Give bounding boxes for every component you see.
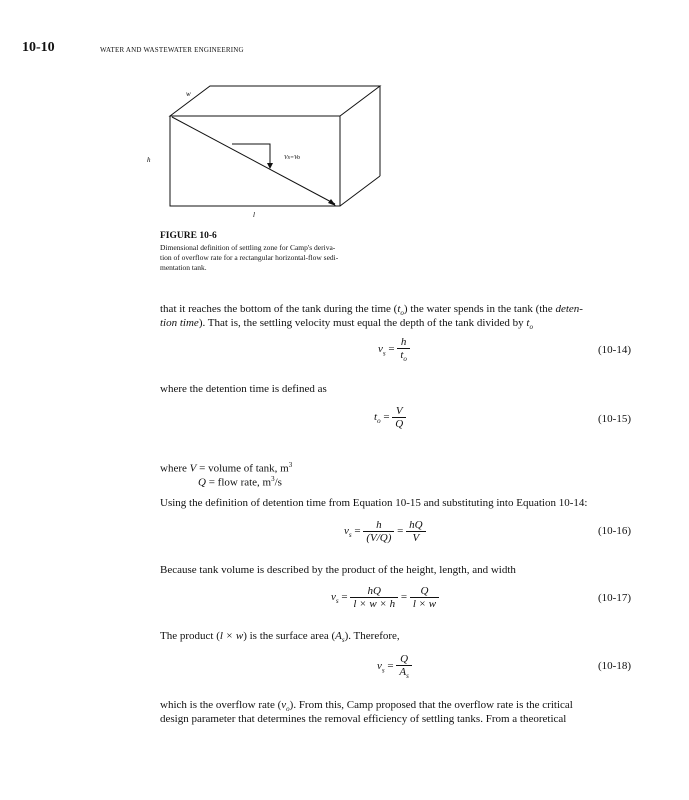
figure-caption-line-3: mentation tank. xyxy=(160,263,207,272)
tank-top-face xyxy=(170,86,380,116)
equation-10-15: $t_o$ = $\frac{V}{Q}$ xyxy=(374,405,406,430)
definition-flow: Q = flow rate, $m^3/s$ xyxy=(198,475,282,489)
equation-10-16: $v_s$ = $\frac{h}{(V/Q)}$ = $\frac{hQ}{V}$ xyxy=(344,519,426,544)
settling-tank-diagram xyxy=(147,80,390,220)
paragraph-6-line-1: which is the overflow rate $(v_o)$. From this, Camp proposed that the overflow rate is the critical xyxy=(160,699,573,714)
tank-bottom-right-edge xyxy=(340,176,380,206)
equation-number-10-16: (10-16) xyxy=(598,525,631,537)
paragraph-1-line-2: tion time). That is, the settling velocity must equal the depth of the tank divided by $t_o$ xyxy=(160,317,533,332)
page-number: 10-10 xyxy=(22,40,55,55)
particle-trajectory xyxy=(172,117,335,204)
width-label: w xyxy=(186,90,191,98)
equation-number-10-17: (10-17) xyxy=(598,592,631,604)
velocity-label: Vs=Vo xyxy=(284,155,301,161)
paragraph-5: The product (l × w) is the surface area $(A_s)$. Therefore, xyxy=(160,630,400,645)
trajectory-arrowhead xyxy=(328,199,336,206)
figure-title: FIGURE 10-6 xyxy=(160,231,217,241)
equation-number-10-18: (10-18) xyxy=(598,660,631,672)
definition-volume: where V = volume of tank, $m^3$ xyxy=(160,461,293,475)
equation-10-18: $v_s$ = $\frac{Q}{A_s}$ xyxy=(377,653,412,680)
paragraph-4: Because tank volume is described by the product of the height, length, and width xyxy=(160,564,516,576)
paragraph-1-line-1: that it reaches the bottom of the tank during the time $(t_o)$ the water spends in the tank (the deten- xyxy=(160,303,583,318)
figure-caption-line-2: tion of overflow rate for a rectangular horizontal-flow sedi- xyxy=(160,253,339,262)
height-label: h xyxy=(147,156,151,164)
velocity-vector-line xyxy=(232,144,270,164)
paragraph-3: Using the definition of detention time from Equation 10-15 and substituting into Equation 10-14: xyxy=(160,497,588,509)
paragraph-2: where the detention time is defined as xyxy=(160,383,327,395)
equation-10-17: $v_s$ = $\frac{hQ}{l \times w \times h}$ = $\frac{Q}{l \times w}$ xyxy=(331,585,439,610)
figure-caption-line-1: Dimensional definition of settling zone for Camp's deriva- xyxy=(160,243,336,252)
paragraph-6-line-2: design parameter that determines the removal efficiency of settling tanks. From a theoretical xyxy=(160,713,567,725)
length-label: l xyxy=(253,211,255,219)
equation-number-10-14: (10-14) xyxy=(598,344,631,356)
equation-number-10-15: (10-15) xyxy=(598,413,631,425)
running-title: WATER AND WASTEWATER ENGINEERING xyxy=(100,46,244,54)
equation-10-14: $v_s$ = $\frac{h}{t_o}$ xyxy=(378,336,410,363)
